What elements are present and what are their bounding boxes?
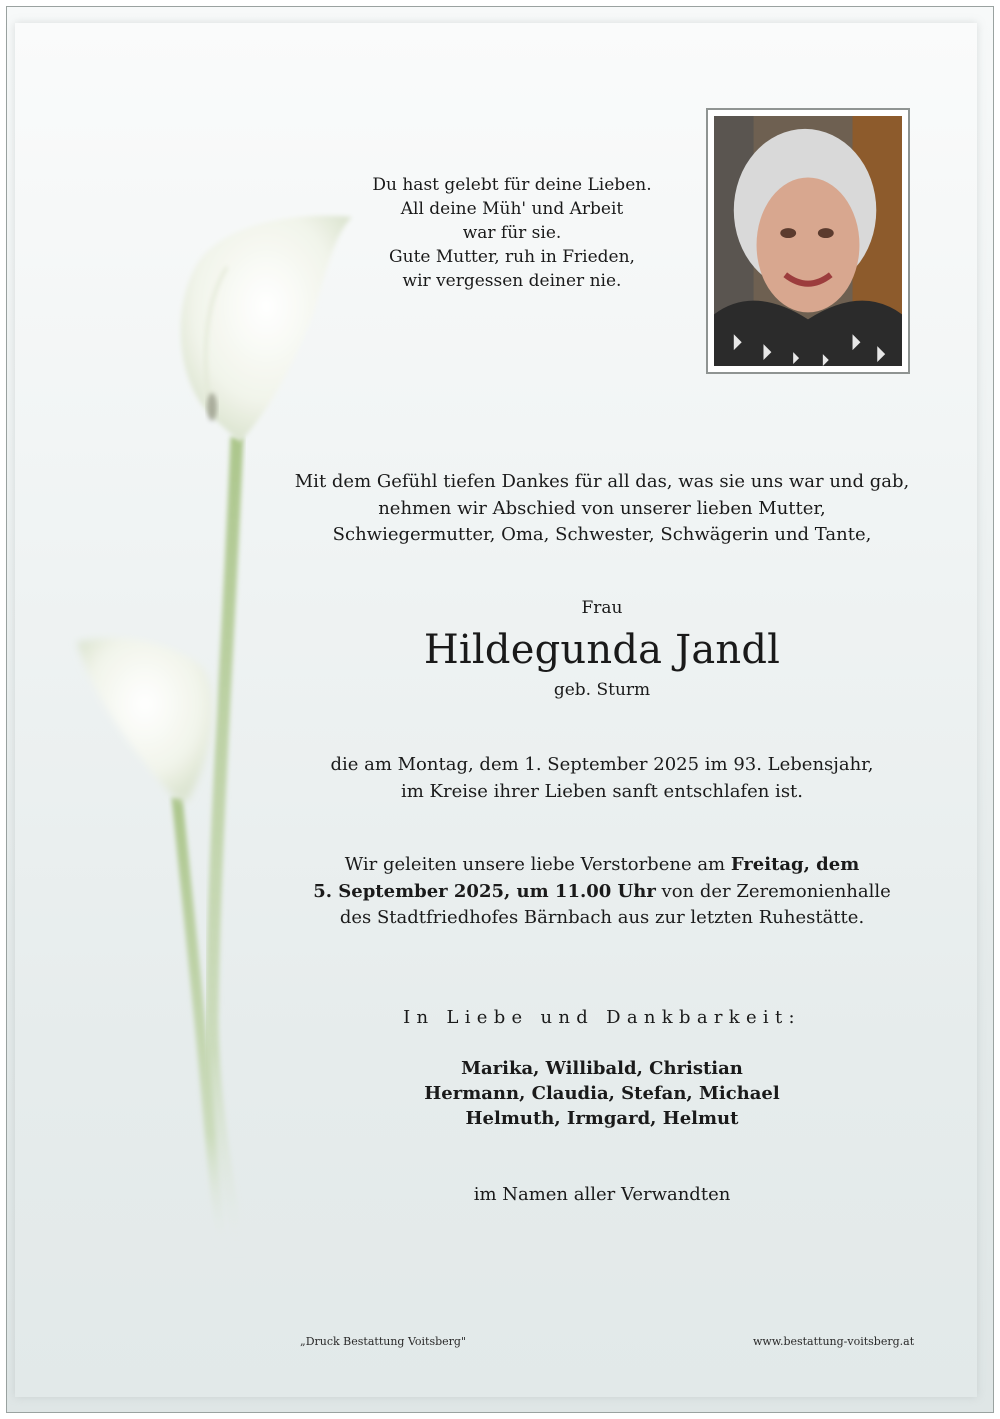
family-line: Hermann, Claudia, Stefan, Michael xyxy=(424,1083,780,1104)
intro-line: nehmen wir Abschied von unserer lieben Mutter, xyxy=(378,497,826,519)
poem-line: war für sie. xyxy=(462,223,562,243)
relatives-note: im Namen aller Verwandten xyxy=(473,1184,731,1205)
obituary-card xyxy=(6,6,994,1413)
family-line: Marika, Willibald, Christian xyxy=(461,1058,743,1079)
website-link[interactable]: www.bestattung-voitsberg.at xyxy=(753,1335,915,1348)
intro-text xyxy=(267,469,937,549)
poem-line: Du hast gelebt für deine Lieben. xyxy=(372,175,652,195)
funeral-date-bold: Freitag, dem xyxy=(730,854,860,875)
deceased-name: Hildegunda Jandl xyxy=(423,627,781,673)
death-line: die am Montag, dem 1. September 2025 im 93. Lebensjahr, xyxy=(330,754,874,775)
funeral-line-3: des Stadtfriedhofes Bärnbach aus zur letzten Ruhestätte. xyxy=(339,907,865,928)
funeral-time-bold: 5. September 2025, um 11.00 Uhr xyxy=(313,880,656,902)
funeral-details xyxy=(267,852,937,932)
funeral-line-2 xyxy=(267,879,937,906)
closing-phrase: In Liebe und Dankbarkeit: xyxy=(403,1007,801,1028)
birth-name: geb. Sturm xyxy=(553,680,651,700)
family-line: Helmuth, Irmgard, Helmut xyxy=(465,1108,739,1129)
family-names xyxy=(267,1056,937,1131)
poem-line: All deine Müh' und Arbeit xyxy=(400,199,624,219)
death-line: im Kreise ihrer Lieben sanft entschlafen ist. xyxy=(400,780,804,802)
funeral-text: von der Zeremonienhalle xyxy=(655,880,891,902)
portrait-icon xyxy=(714,116,902,366)
death-notice xyxy=(267,752,937,805)
memorial-poem xyxy=(327,173,697,293)
poem-line: Gute Mutter, ruh in Frieden, xyxy=(389,247,635,267)
name-prefix: Frau xyxy=(581,598,623,618)
portrait-photo xyxy=(706,108,910,374)
printer-credit: „Druck Bestattung Voitsberg" xyxy=(300,1335,466,1348)
intro-line: Mit dem Gefühl tiefen Dankes für all das, was sie uns war und gab, xyxy=(294,471,910,492)
intro-line: Schwiegermutter, Oma, Schwester, Schwägerin und Tante, xyxy=(332,524,872,545)
funeral-line-1 xyxy=(267,852,937,879)
poem-line: wir vergessen deiner nie. xyxy=(402,271,622,291)
funeral-text: Wir geleiten unsere liebe Verstorbene am xyxy=(344,854,731,875)
